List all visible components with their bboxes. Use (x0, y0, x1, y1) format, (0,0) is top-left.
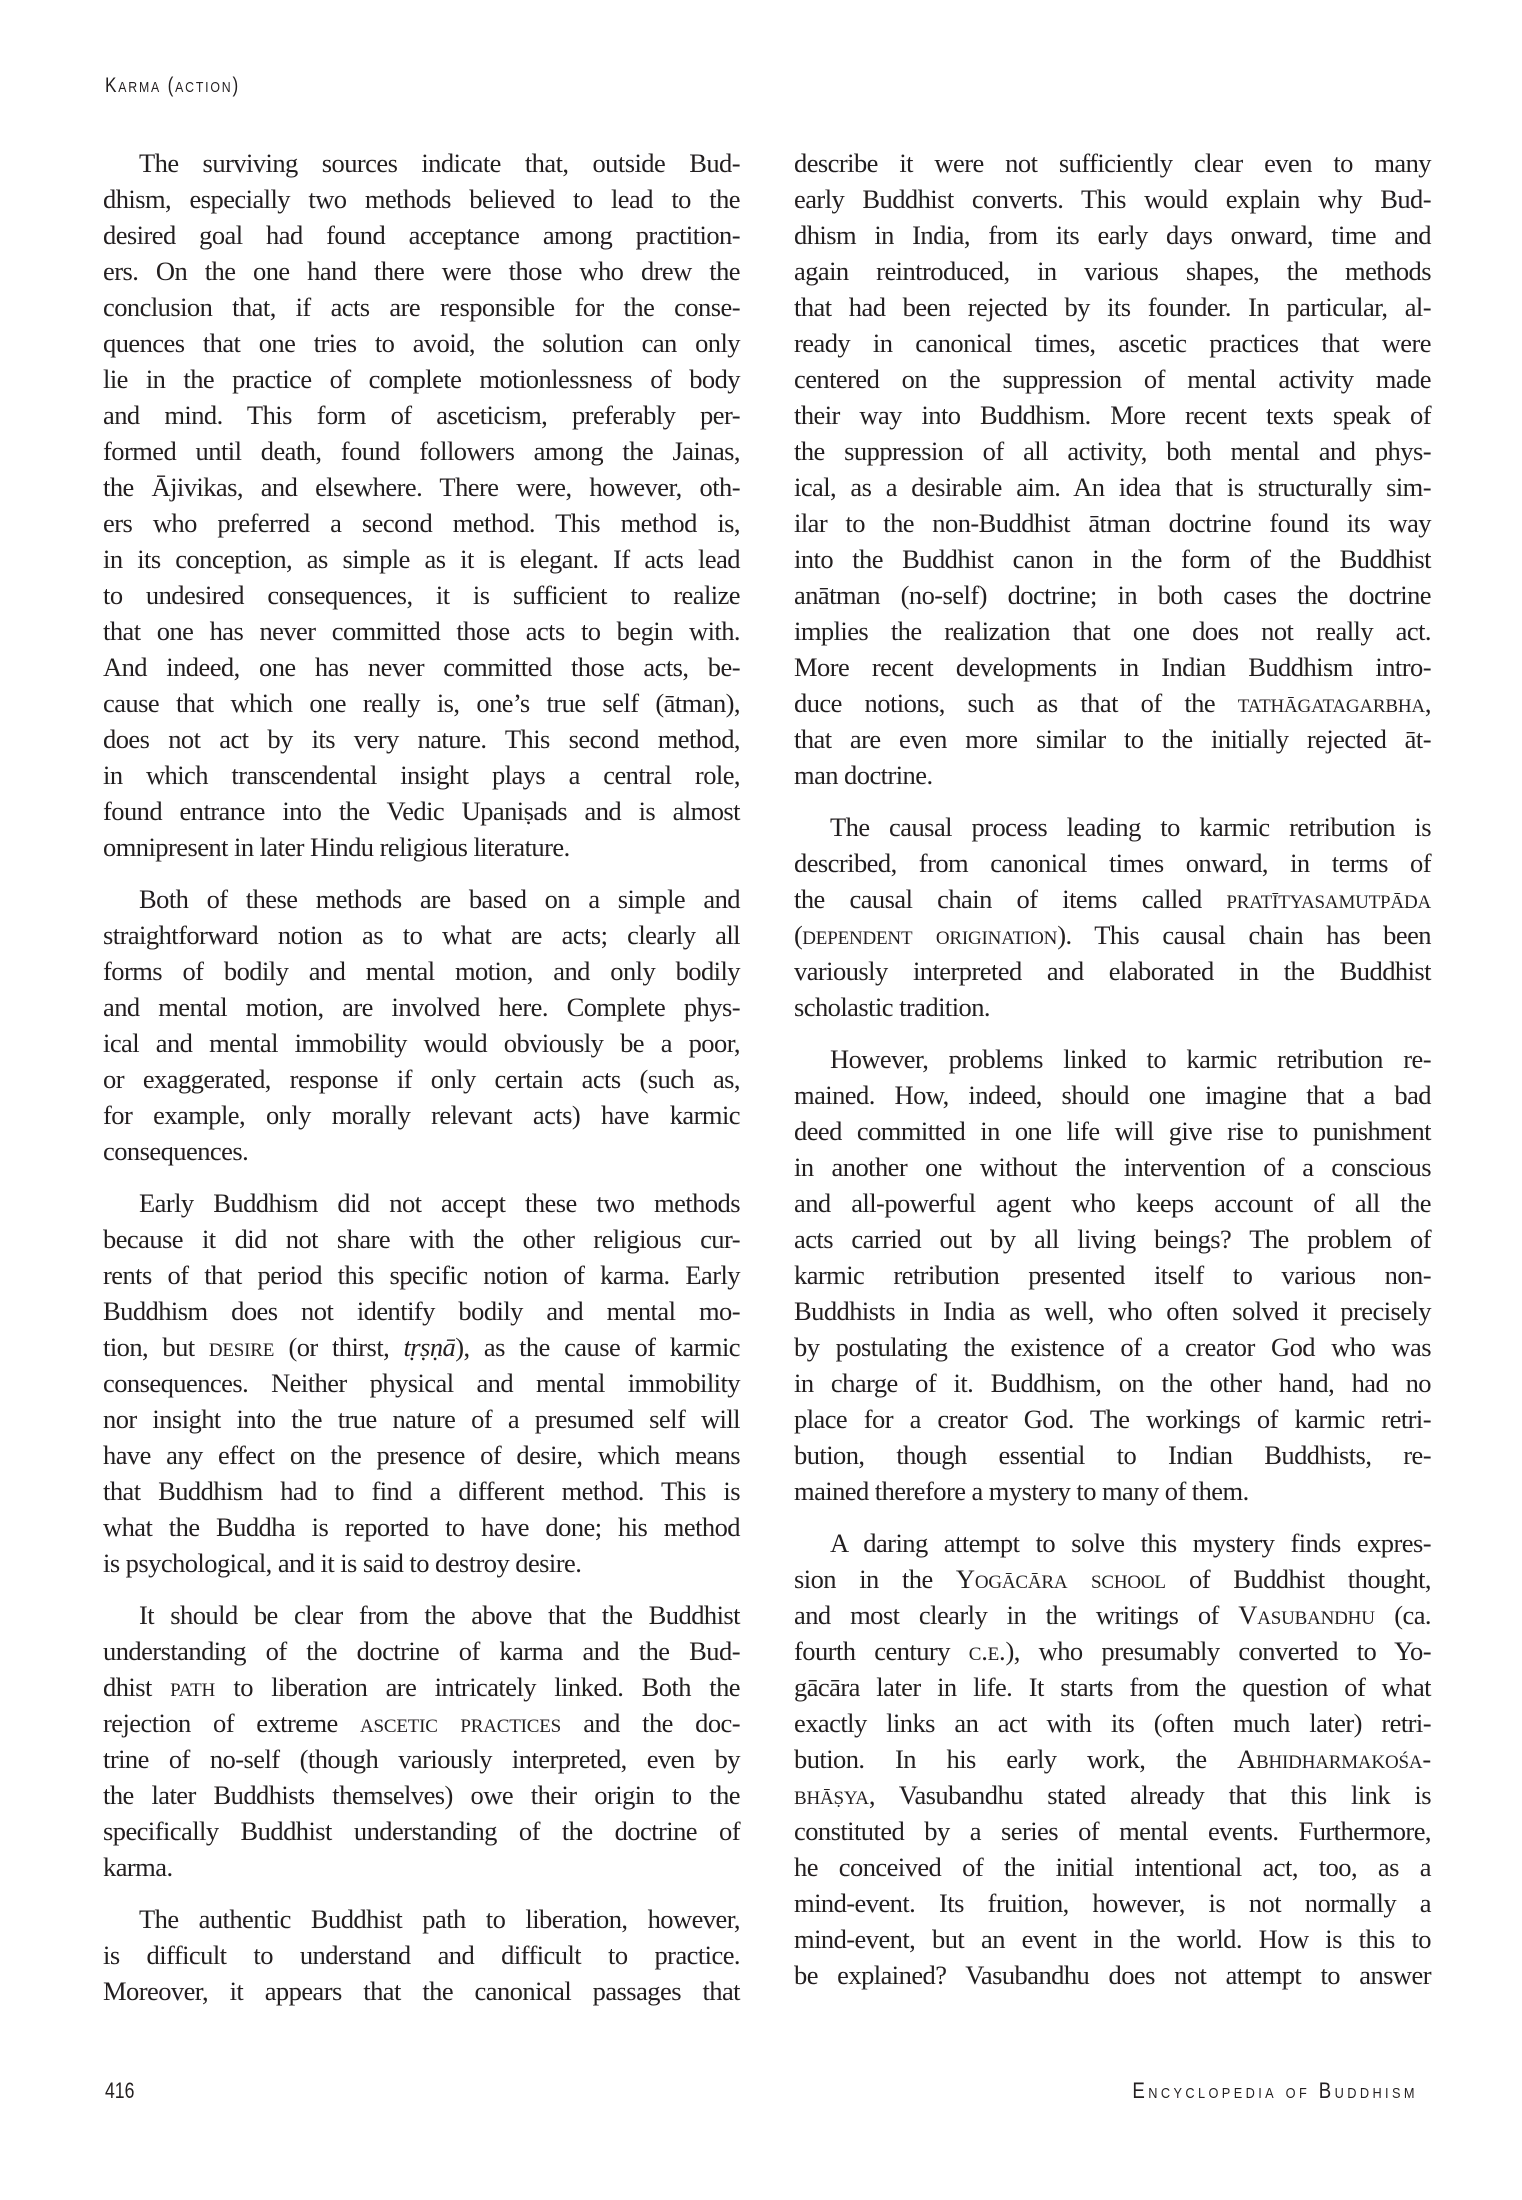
text-line: does not act by its very nature. This second method, (103, 724, 740, 754)
text-segment: and most clearly in the writings of (794, 1600, 1239, 1630)
text-line (794, 1633, 1431, 1669)
paragraph (103, 145, 740, 865)
text-line: The authentic Buddhist path to liberation, however, (139, 1904, 740, 1934)
text-line: in which transcendental insight plays a central role, (103, 760, 740, 790)
text-segment: ( (794, 920, 803, 950)
text-line: formed until death, found followers among the Jainas, (103, 436, 740, 466)
small-caps-term: desire (208, 1332, 275, 1362)
text-line: gācāra later in life. It starts from the question of what (794, 1672, 1431, 1702)
text-line: rents of that period this specific notion of karma. Early (103, 1260, 740, 1290)
text-line: cause that which one really is, one’s true self (ātman), (103, 688, 740, 718)
text-line: A daring attempt to solve this mystery finds expres- (830, 1528, 1431, 1558)
text-line: Buddhism does not identify bodily and mental mo- (103, 1296, 740, 1326)
text-line: that one has never committed those acts to begin with. (103, 616, 740, 646)
text-line: Moreover, it appears that the canonical passages that (103, 1976, 740, 2006)
paragraph (103, 1597, 740, 1885)
text-line: describe it were not sufficiently clear even to many (794, 148, 1431, 178)
small-caps-term: path (170, 1672, 216, 1702)
text-line: mind-event. Its fruition, however, is not normally a (794, 1888, 1431, 1918)
text-segment: , (1424, 688, 1431, 718)
text-line: the later Buddhists themselves) owe their origin to the (103, 1780, 740, 1810)
text-line: is psychological, and it is said to destroy desire. (103, 1548, 582, 1578)
text-line: Buddhists in India as well, who often solved it precisely (794, 1296, 1431, 1326)
text-line: deed committed in one life will give rise to punishment (794, 1116, 1431, 1146)
text-line: bution, though essential to Indian Buddhists, re- (794, 1440, 1431, 1470)
text-line: specifically Buddhist understanding of the doctrine of (103, 1816, 740, 1846)
text-line: The causal process leading to karmic retribution is (830, 812, 1431, 842)
text-line: the suppression of all activity, both mental and phys- (794, 436, 1431, 466)
text-line: centered on the suppression of mental activity made (794, 364, 1431, 394)
paragraph (103, 1185, 740, 1581)
text-line: understanding of the doctrine of karma and the Bud- (103, 1636, 740, 1666)
text-line (794, 881, 1431, 917)
text-line: for example, only morally relevant acts) have karmic (103, 1100, 740, 1130)
left-column (103, 145, 740, 2025)
text-segment: sion in the (794, 1564, 956, 1594)
text-line: More recent developments in Indian Buddhism intro- (794, 652, 1431, 682)
text-segment: to liberation are intricately linked. Both the (215, 1672, 740, 1702)
text-segment: dhist (103, 1672, 171, 1702)
text-line: However, problems linked to karmic retribution re- (830, 1044, 1431, 1074)
text-line: described, from canonical times onward, in terms of (794, 848, 1431, 878)
text-line: and all-powerful agent who keeps account of all the (794, 1188, 1431, 1218)
text-line (794, 917, 1431, 953)
text-line: And indeed, one has never committed those acts, be- (103, 652, 740, 682)
text-line (103, 1329, 740, 1365)
text-line (794, 1777, 1431, 1813)
text-line: consequences. Neither physical and mental immobility (103, 1368, 740, 1398)
text-line: conclusion that, if acts are responsible for the conse- (103, 292, 740, 322)
text-line: The surviving sources indicate that, outside Bud- (139, 148, 740, 178)
text-line: because it did not share with the other religious cur- (103, 1224, 740, 1254)
small-caps-term: bhāṣya (794, 1780, 869, 1810)
text-line: exactly links an act with its (often much later) retri- (794, 1708, 1431, 1738)
text-line: nor insight into the true nature of a presumed self will (103, 1404, 740, 1434)
text-line: that are even more similar to the initially rejected āt- (794, 724, 1431, 754)
text-line: ical, as a desirable aim. An idea that is structurally sim- (794, 472, 1431, 502)
text-line: ers who preferred a second method. This method is, (103, 508, 740, 538)
text-line: found entrance into the Vedic Upaniṣads and is almost (103, 796, 740, 826)
text-line: Both of these methods are based on a simple and (139, 884, 740, 914)
text-line: to undesired consequences, it is sufficient to realize (103, 580, 740, 610)
paragraph (794, 145, 1431, 793)
paragraph (794, 1041, 1431, 1509)
text-line (103, 1669, 740, 1705)
text-line: is difficult to understand and difficult to practice. (103, 1940, 740, 1970)
page-number: 416 (105, 2078, 135, 2103)
text-line: again reintroduced, in various shapes, the methods (794, 256, 1431, 286)
small-caps-term: tathāgatagarbha (1237, 688, 1425, 718)
text-line: mained therefore a mystery to many of them. (794, 1476, 1249, 1506)
text-line: mained. How, indeed, should one imagine that a bad (794, 1080, 1431, 1110)
text-segment: duce notions, such as that of the (794, 688, 1238, 718)
italic-term: tṛṣṇā (403, 1332, 456, 1362)
small-caps-term: Yogācāra school (955, 1564, 1166, 1594)
small-caps-term: ascetic practices (360, 1708, 561, 1738)
text-line: dhism in India, from its early days onward, time and (794, 220, 1431, 250)
paragraph (794, 809, 1431, 1025)
text-line: consequences. (103, 1136, 249, 1166)
text-line: their way into Buddhism. More recent texts speak of (794, 400, 1431, 430)
text-line: implies the realization that one does not really act. (794, 616, 1431, 646)
text-segment: the causal chain of items called (794, 884, 1227, 914)
text-line: variously interpreted and elaborated in the Buddhist (794, 956, 1431, 986)
text-line: that Buddhism had to find a different method. This is (103, 1476, 740, 1506)
text-line: by postulating the existence of a creator God who was (794, 1332, 1431, 1362)
paragraph (794, 1525, 1431, 1993)
text-segment: fourth century (794, 1636, 969, 1666)
text-line: desired goal had found acceptance among practition- (103, 220, 740, 250)
text-segment: ), who presumably converted to Yo- (1005, 1636, 1431, 1666)
small-caps-term: pratītyasamutpāda (1226, 884, 1431, 914)
text-line: ers. On the one hand there were those who drew the (103, 256, 740, 286)
text-line: omnipresent in later Hindu religious literature. (103, 832, 570, 862)
paragraph (103, 881, 740, 1169)
text-line: scholastic tradition. (794, 992, 990, 1022)
text-line: mind-event, but an event in the world. How is this to (794, 1924, 1431, 1954)
text-segment: (ca. (1374, 1600, 1431, 1630)
text-line: acts carried out by all living beings? The problem of (794, 1224, 1431, 1254)
text-line: anātman (no-self) doctrine; in both cases the doctrine (794, 580, 1431, 610)
text-segment: ). This causal chain has been (1057, 920, 1431, 950)
text-segment: bution. In his early work, the (794, 1744, 1238, 1774)
text-segment: of Buddhist thought, (1165, 1564, 1432, 1594)
text-line: have any effect on the presence of desire, which means (103, 1440, 740, 1470)
text-line (103, 1705, 740, 1741)
text-line: he conceived of the initial intentional act, too, as a (794, 1852, 1431, 1882)
text-line: ready in canonical times, ascetic practices that were (794, 328, 1431, 358)
text-line: karmic retribution presented itself to various non- (794, 1260, 1431, 1290)
text-line: be explained? Vasubandhu does not attempt to answer (794, 1960, 1431, 1990)
text-line: in charge of it. Buddhism, on the other hand, had no (794, 1368, 1431, 1398)
text-line: quences that one tries to avoid, the solution can only (103, 328, 740, 358)
publication-title: Encyclopedia of Buddhism (1132, 2078, 1418, 2103)
text-line: the Ājivikas, and elsewhere. There were, however, oth- (103, 472, 740, 502)
text-segment: (or thirst, (274, 1332, 404, 1362)
text-line: in its conception, as simple as it is elegant. If acts lead (103, 544, 740, 574)
text-line: forms of bodily and mental motion, and only bodily (103, 956, 740, 986)
small-caps-term: dependent origination (802, 920, 1058, 950)
text-segment: rejection of extreme (103, 1708, 360, 1738)
text-line: constituted by a series of mental events. Furthermore, (794, 1816, 1431, 1846)
text-segment: ), as the cause of karmic (455, 1332, 740, 1362)
text-line (794, 1741, 1431, 1777)
right-column (794, 145, 1431, 2009)
text-line: into the Buddhist canon in the form of the Buddhist (794, 544, 1431, 574)
small-caps-term: c.e. (968, 1636, 1006, 1666)
text-segment: and the doc- (561, 1708, 741, 1738)
text-line: what the Buddha is reported to have done; his method (103, 1512, 740, 1542)
text-segment: , Vasubandhu stated already that this link is (868, 1780, 1431, 1810)
small-caps-term: Abhidharmakośa- (1237, 1744, 1431, 1774)
text-line (794, 685, 1431, 721)
text-line: place for a creator God. The workings of karmic retri- (794, 1404, 1431, 1434)
paragraph (103, 1901, 740, 2009)
text-line: ical and mental immobility would obviously be a poor, (103, 1028, 740, 1058)
text-line: or exaggerated, response if only certain acts (such as, (103, 1064, 740, 1094)
text-line (794, 1561, 1431, 1597)
small-caps-term: Vasubandhu (1238, 1600, 1375, 1630)
text-line: and mental motion, are involved here. Complete phys- (103, 992, 740, 1022)
text-line: that had been rejected by its founder. In particular, al- (794, 292, 1431, 322)
text-line: man doctrine. (794, 760, 933, 790)
text-line (794, 1597, 1431, 1633)
text-line: trine of no-self (though variously interpreted, even by (103, 1744, 740, 1774)
text-line: early Buddhist converts. This would explain why Bud- (794, 184, 1431, 214)
text-segment: tion, but (103, 1332, 209, 1362)
text-line: straightforward notion as to what are acts; clearly all (103, 920, 740, 950)
running-head: Karma (action) (105, 74, 241, 97)
text-line: karma. (103, 1852, 173, 1882)
text-line: Early Buddhism did not accept these two methods (139, 1188, 740, 1218)
text-line: ilar to the non-Buddhist ātman doctrine found its way (794, 508, 1431, 538)
text-line: It should be clear from the above that the Buddhist (139, 1600, 740, 1630)
text-line: dhism, especially two methods believed to lead to the (103, 184, 740, 214)
text-line: and mind. This form of asceticism, preferably per- (103, 400, 740, 430)
text-line: in another one without the intervention of a conscious (794, 1152, 1431, 1182)
text-line: lie in the practice of complete motionlessness of body (103, 364, 740, 394)
